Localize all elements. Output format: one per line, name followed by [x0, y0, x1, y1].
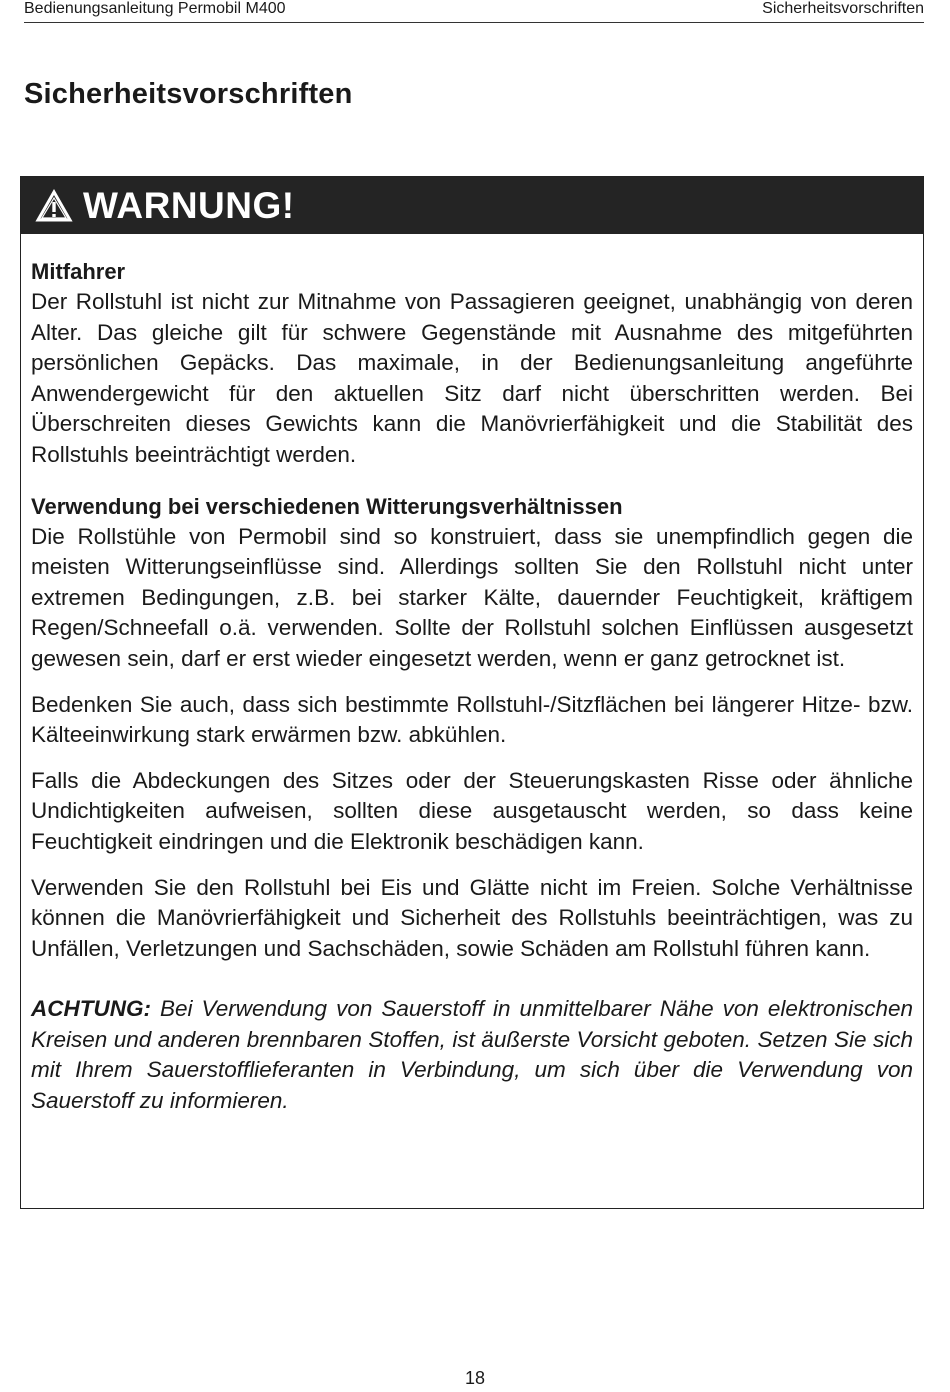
running-header [24, 0, 924, 23]
header-doc-title: Bedienungsanleitung Permobil M400 [24, 0, 286, 17]
caution-note [31, 994, 913, 1116]
paragraph: Bedenken Sie auch, dass sich bestimmte Rollstuhl-/Sitzflächen bei längerer Hitze- bzw. Kälteeinwirkung stark erwärmen bzw. abkühlen. [31, 691, 913, 748]
section-heading-weather: Verwendung bei verschiedenen Witterungsverhältnissen [31, 493, 623, 519]
caution-text: Bei Verwendung von Sauerstoff in unmittelbarer Nähe von elektronischen Kreisen und anderen brennbaren Stoffen, ist äußerste Vorsicht geboten. Setzen Sie sich mit Ihrem Sauerstofflieferanten in Verbindung, um sich über die Verwendung von Sauerstoff zu informieren. [31, 996, 913, 1114]
page-title: Sicherheitsvorschriften [24, 78, 353, 110]
paragraph: Verwenden Sie den Rollstuhl bei Eis und Glätte nicht im Freien. Solche Verhältnisse können die Manövrierfähigkeit und Sicherheit des Rollstuhls beeinträchtigen, was zu Unfällen, Verletzungen und Sachschäden, sowie Schäden am Rollstuhl führen kann. [31, 874, 913, 961]
warning-bar [21, 177, 923, 234]
warning-triangle-icon [35, 189, 73, 223]
section-heading-passengers: Mitfahrer [31, 259, 126, 284]
warning-content [21, 234, 923, 1117]
warning-box [20, 176, 924, 1209]
page-number: 18 [464, 1368, 486, 1388]
warning-title: WARNUNG! [83, 184, 295, 226]
caution-label: ACHTUNG: [31, 996, 151, 1022]
paragraph: Der Rollstuhl ist nicht zur Mitnahme von Passagieren geeignet, unabhängig von deren Alter. Das gleiche gilt für schwere Gegenstände mit Ausnahme des mitgeführten persönlichen Gepäcks. Das maximale, in der Bedienungsanleitung angeführte Anwendergewicht für den aktuellen Sitz darf nicht überschritten werden. Bei Überschreiten dieses Gewichts kann die Manövrierfähigkeit und die Stabilität des Rollstuhls beeinträchtigt werden. [31, 289, 913, 467]
paragraph: Falls die Abdeckungen des Sitzes oder der Steuerungskasten Risse oder ähnliche Undichtigkeiten aufweisen, sollten diese ausgetauscht werden, so dass keine Feuchtigkeit eindringen und die Elektronik beschädigen kann. [31, 767, 913, 854]
header-section-title: Sicherheitsvorschriften [762, 0, 924, 17]
paragraph: Die Rollstühle von Permobil sind so konstruiert, dass sie unempfindlich gegen die meisten Witterungseinflüsse sind. Allerdings sollten Sie den Rollstuhl nicht unter extremen Bedingungen, z.B. bei starker Kälte, dauernder Feuchtigkeit, kräftigem Regen/Schneefall o.ä. verwenden. Sollte der Rollstuhl solchen Einflüssen ausgesetzt gewesen sein, darf er erst wieder eingesetzt werden, wenn er ganz getrocknet ist. [31, 523, 913, 671]
